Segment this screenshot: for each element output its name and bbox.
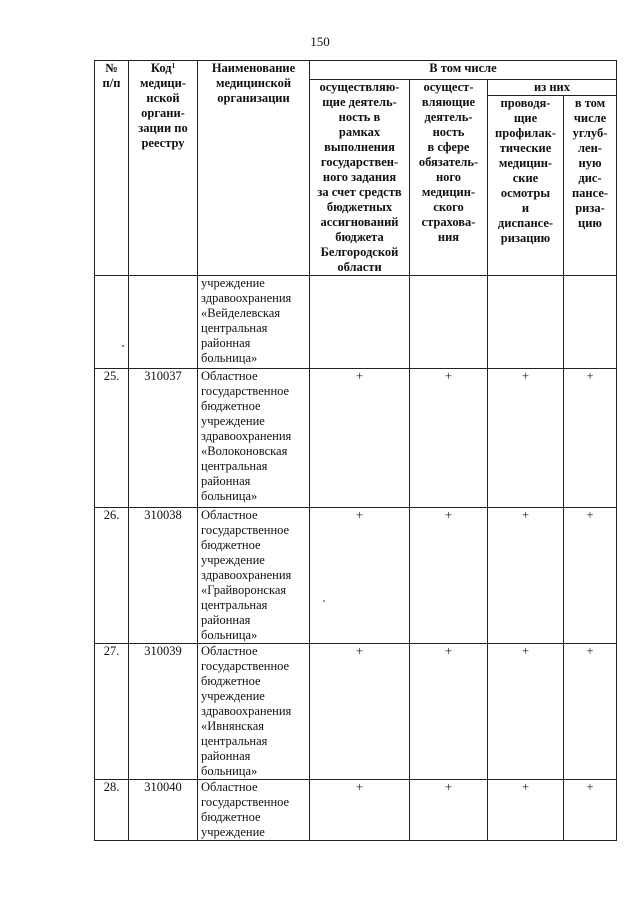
- header-oms: осущест- вляющие деятель- ность в сфере обязатель- ного медицин- ского страхова- ния: [410, 80, 488, 276]
- table-row: [95, 644, 617, 780]
- table-row: [95, 369, 617, 508]
- header-name: Наименование медицинской организации: [198, 61, 310, 276]
- header-code: [129, 61, 198, 276]
- row-code: [129, 276, 198, 369]
- header-in-depth: в том числе углуб- лен- ную дис- пансе- риза- цию: [564, 96, 617, 276]
- footnote-marker: 1: [171, 62, 176, 70]
- row-in-depth-mark: [564, 276, 617, 369]
- row-prophylactic-mark: [488, 276, 564, 369]
- table-row: [95, 276, 617, 369]
- row-number: [95, 276, 129, 369]
- scan-speck: [323, 600, 325, 602]
- row-number: 27.: [95, 644, 129, 780]
- table-row: [95, 508, 617, 644]
- row-org-name: учреждение здравоохранения «Вейделевская центральная районная больница»: [198, 276, 310, 369]
- table-body: [95, 276, 617, 841]
- row-number: 28.: [95, 780, 129, 841]
- row-oms-mark: +: [410, 644, 488, 780]
- row-prophylactic-mark: +: [488, 644, 564, 780]
- row-prophylactic-mark: +: [488, 508, 564, 644]
- row-number: 25.: [95, 369, 129, 508]
- row-budget-mark: +: [310, 508, 410, 644]
- header-num: № п/п: [95, 61, 129, 276]
- row-budget-mark: +: [310, 780, 410, 841]
- row-org-name: Областное государственное бюджетное учреждение здравоохранения «Грайворонская центральная районная больница»: [198, 508, 310, 644]
- row-in-depth-mark: +: [564, 644, 617, 780]
- row-number: 26.: [95, 508, 129, 644]
- row-budget-mark: +: [310, 369, 410, 508]
- row-oms-mark: +: [410, 508, 488, 644]
- row-code: 310040: [129, 780, 198, 841]
- row-oms-mark: +: [410, 780, 488, 841]
- row-code: 310038: [129, 508, 198, 644]
- row-code: 310037: [129, 369, 198, 508]
- header-budget: осуществляю- щие деятель- ность в рамках выполнения государствен- ного задания за счет средств бюджетных ассигнований бюджета Белгородской области: [310, 80, 410, 276]
- row-in-depth-mark: +: [564, 780, 617, 841]
- header-prophylactic: проводя- щие профилак- тические медицин- ские осмотры и диспансе- ризацию: [488, 96, 564, 276]
- registry-table: [94, 60, 617, 841]
- scan-speck: [122, 345, 124, 347]
- row-code: 310039: [129, 644, 198, 780]
- row-prophylactic-mark: +: [488, 780, 564, 841]
- row-in-depth-mark: +: [564, 369, 617, 508]
- row-budget-mark: [310, 276, 410, 369]
- row-prophylactic-mark: +: [488, 369, 564, 508]
- header-of-them: из них: [488, 80, 617, 96]
- row-in-depth-mark: +: [564, 508, 617, 644]
- page-number: 150: [310, 34, 330, 49]
- header-code-rest: медици- нской органи- зации по реестру: [138, 76, 188, 150]
- row-org-name: Областное государственное бюджетное учреждение здравоохранения «Волоконовская центральная районная больница»: [198, 369, 310, 508]
- row-org-name: Областное государственное бюджетное учреждение: [198, 780, 310, 841]
- table-row: [95, 780, 617, 841]
- row-org-name: Областное государственное бюджетное учреждение здравоохранения «Ивнянская центральная районная больница»: [198, 644, 310, 780]
- row-oms-mark: +: [410, 369, 488, 508]
- row-budget-mark: +: [310, 644, 410, 780]
- header-including: В том числе: [310, 61, 617, 80]
- row-oms-mark: [410, 276, 488, 369]
- header-code-title: Код: [150, 61, 172, 75]
